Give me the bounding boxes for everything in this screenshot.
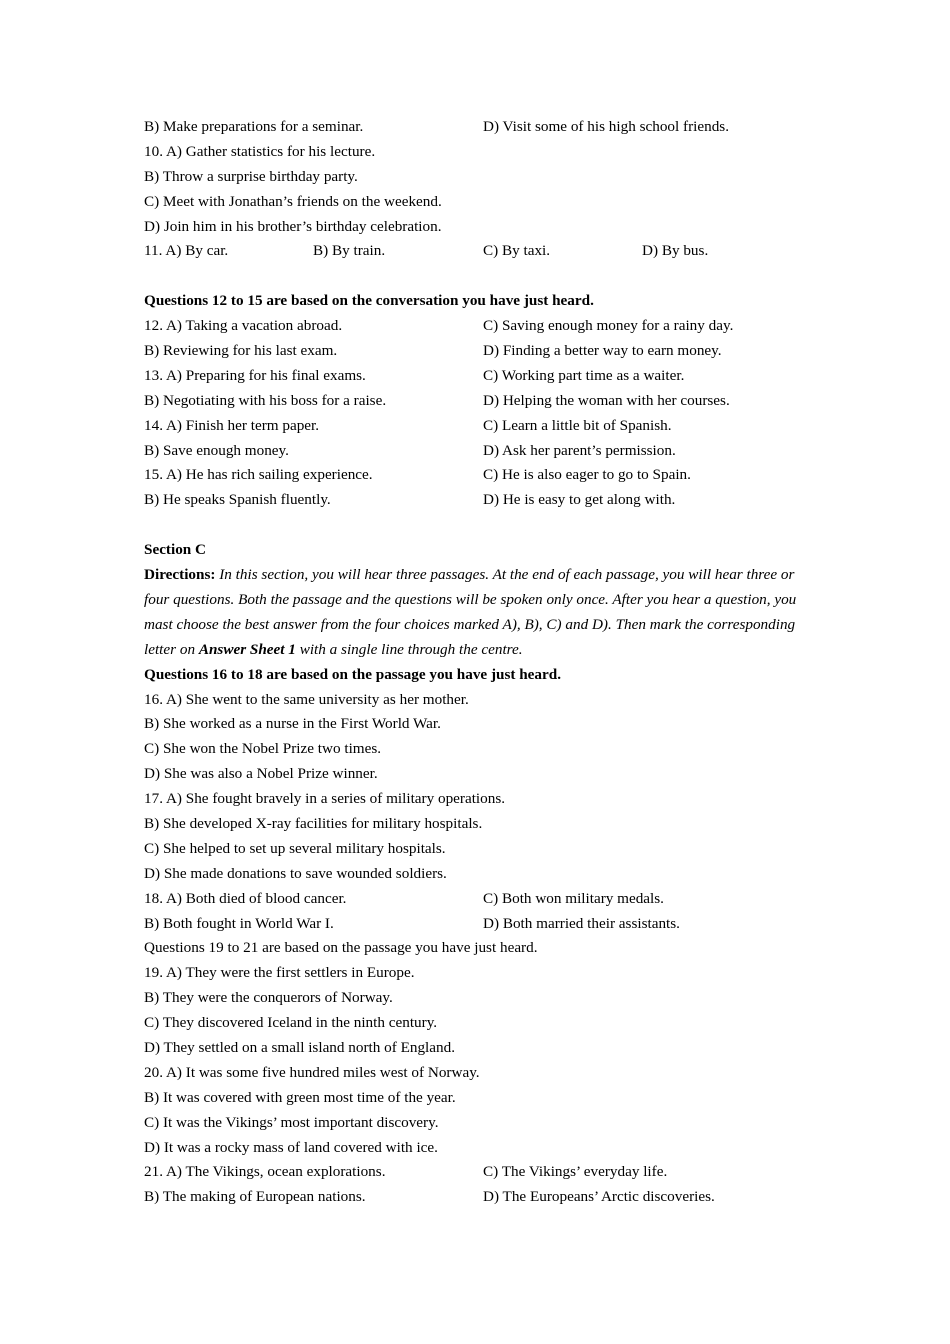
- q19-option-b: B) They were the conquerors of Norway.: [144, 989, 393, 1007]
- option-text: B) Save enough money.: [144, 441, 289, 459]
- q16-option-d: D) She was also a Nobel Prize winner.: [144, 765, 378, 783]
- option-text: B) By train.: [313, 242, 386, 260]
- directions-text: In this section, you will hear three passages. At the end of each passage, you will hear three or four questions. Both the passage and the questions will be spoken only once. After you hear a question, you mast choose the best answer from the four choices marked A), B), C) and D). Then mark the corresponding letter on: [144, 566, 797, 658]
- questions-12-15-heading: Questions 12 to 15 are based on the conversation you have just heard.: [144, 292, 594, 310]
- q10-option-d: D) Join him in his brother’s birthday celebration.: [144, 217, 442, 235]
- q16-option-b: B) She worked as a nurse in the First World War.: [144, 715, 441, 733]
- section-c-title: Section C: [144, 541, 207, 559]
- option-text: D) Both married their assistants.: [483, 914, 680, 932]
- q11-options: [144, 239, 814, 264]
- q15-options-ac: [144, 463, 814, 488]
- q9-options-bd: [144, 115, 814, 140]
- q18-options-ac: [144, 887, 814, 912]
- q20-option-b: B) It was covered with green most time of the year.: [144, 1088, 456, 1106]
- option-text: 21. A) The Vikings, ocean explorations.: [144, 1163, 386, 1181]
- q21-options-ac: [144, 1160, 814, 1185]
- q10-option-c: C) Meet with Jonathan’s friends on the weekend.: [144, 192, 442, 210]
- q13-options-bd: [144, 389, 814, 414]
- q17-option-c: C) She helped to set up several military hospitals.: [144, 839, 446, 857]
- q14-options-ac: [144, 414, 814, 439]
- option-text: B) Negotiating with his boss for a raise.: [144, 391, 387, 409]
- option-text: 14. A) Finish her term paper.: [144, 416, 320, 434]
- questions-16-18-heading: Questions 16 to 18 are based on the passage you have just heard.: [144, 665, 561, 683]
- q16-option-a: 16. A) She went to the same university as her mother.: [144, 690, 469, 708]
- q19-option-d: D) They settled on a small island north of England.: [144, 1039, 456, 1057]
- q17-option-a: 17. A) She fought bravely in a series of military operations.: [144, 790, 506, 808]
- option-text: D) Helping the woman with her courses.: [483, 391, 730, 409]
- option-text: D) By bus.: [642, 242, 709, 260]
- option-text: 12. A) Taking a vacation abroad.: [144, 317, 343, 335]
- option-text: C) He is also eager to go to Spain.: [483, 466, 691, 484]
- option-text: 15. A) He has rich sailing experience.: [144, 466, 373, 484]
- option-text: D) Visit some of his high school friends.: [483, 118, 730, 135]
- q21-options-bd: [144, 1185, 814, 1210]
- option-text: 18. A) Both died of blood cancer.: [144, 889, 347, 907]
- q18-options-bd: [144, 912, 814, 937]
- q20-option-c: C) It was the Vikings’ most important discovery.: [144, 1113, 439, 1131]
- q17-option-b: B) She developed X-ray facilities for military hospitals.: [144, 815, 483, 832]
- option-text: B) The making of European nations.: [144, 1188, 366, 1206]
- q19-option-c: C) They discovered Iceland in the ninth century.: [144, 1014, 438, 1032]
- option-text: D) Ask her parent’s permission.: [483, 441, 676, 459]
- q10-option-b: B) Throw a surprise birthday party.: [144, 167, 358, 185]
- option-text: D) Finding a better way to earn money.: [483, 342, 722, 360]
- q17-option-d: D) She made donations to save wounded soldiers.: [144, 864, 447, 882]
- q20-option-a: 20. A) It was some five hundred miles west of Norway.: [144, 1063, 480, 1081]
- section-c-directions: [144, 563, 814, 663]
- q20-option-d: D) It was a rocky mass of land covered with ice.: [144, 1138, 438, 1156]
- option-text: B) He speaks Spanish fluently.: [144, 491, 331, 509]
- option-text: B) Reviewing for his last exam.: [144, 342, 338, 360]
- directions-label: Directions:: [144, 566, 216, 584]
- option-text: B) Both fought in World War I.: [144, 914, 334, 932]
- option-text: C) Working part time as a waiter.: [483, 366, 685, 384]
- option-text: C) The Vikings’ everyday life.: [483, 1163, 668, 1181]
- option-text: C) Learn a little bit of Spanish.: [483, 416, 672, 434]
- option-text: 11. A) By car.: [144, 242, 229, 260]
- q16-option-c: C) She won the Nobel Prize two times.: [144, 740, 382, 758]
- directions-emphasis: Answer Sheet 1: [198, 640, 296, 658]
- option-text: C) Both won military medals.: [483, 889, 664, 907]
- q19-option-a: 19. A) They were the first settlers in Europe.: [144, 964, 415, 982]
- spacer: [144, 264, 814, 289]
- questions-19-21-heading: Questions 19 to 21 are based on the passage you have just heard.: [144, 939, 538, 957]
- option-text: D) He is easy to get along with.: [483, 491, 676, 509]
- option-text: C) By taxi.: [483, 242, 551, 260]
- option-text: C) Saving enough money for a rainy day.: [483, 317, 734, 335]
- q13-options-ac: [144, 364, 814, 389]
- exam-page: [144, 115, 814, 1210]
- q14-options-bd: [144, 439, 814, 464]
- q15-options-bd: [144, 488, 814, 513]
- q12-options-ac: [144, 314, 814, 339]
- option-text: D) The Europeans’ Arctic discoveries.: [483, 1188, 715, 1206]
- q12-options-bd: [144, 339, 814, 364]
- option-text: B) Make preparations for a seminar.: [144, 118, 364, 135]
- q10-option-a: 10. A) Gather statistics for his lecture.: [144, 142, 376, 160]
- option-text: 13. A) Preparing for his final exams.: [144, 366, 366, 384]
- directions-text: with a single line through the centre.: [295, 640, 523, 658]
- spacer: [144, 513, 814, 538]
